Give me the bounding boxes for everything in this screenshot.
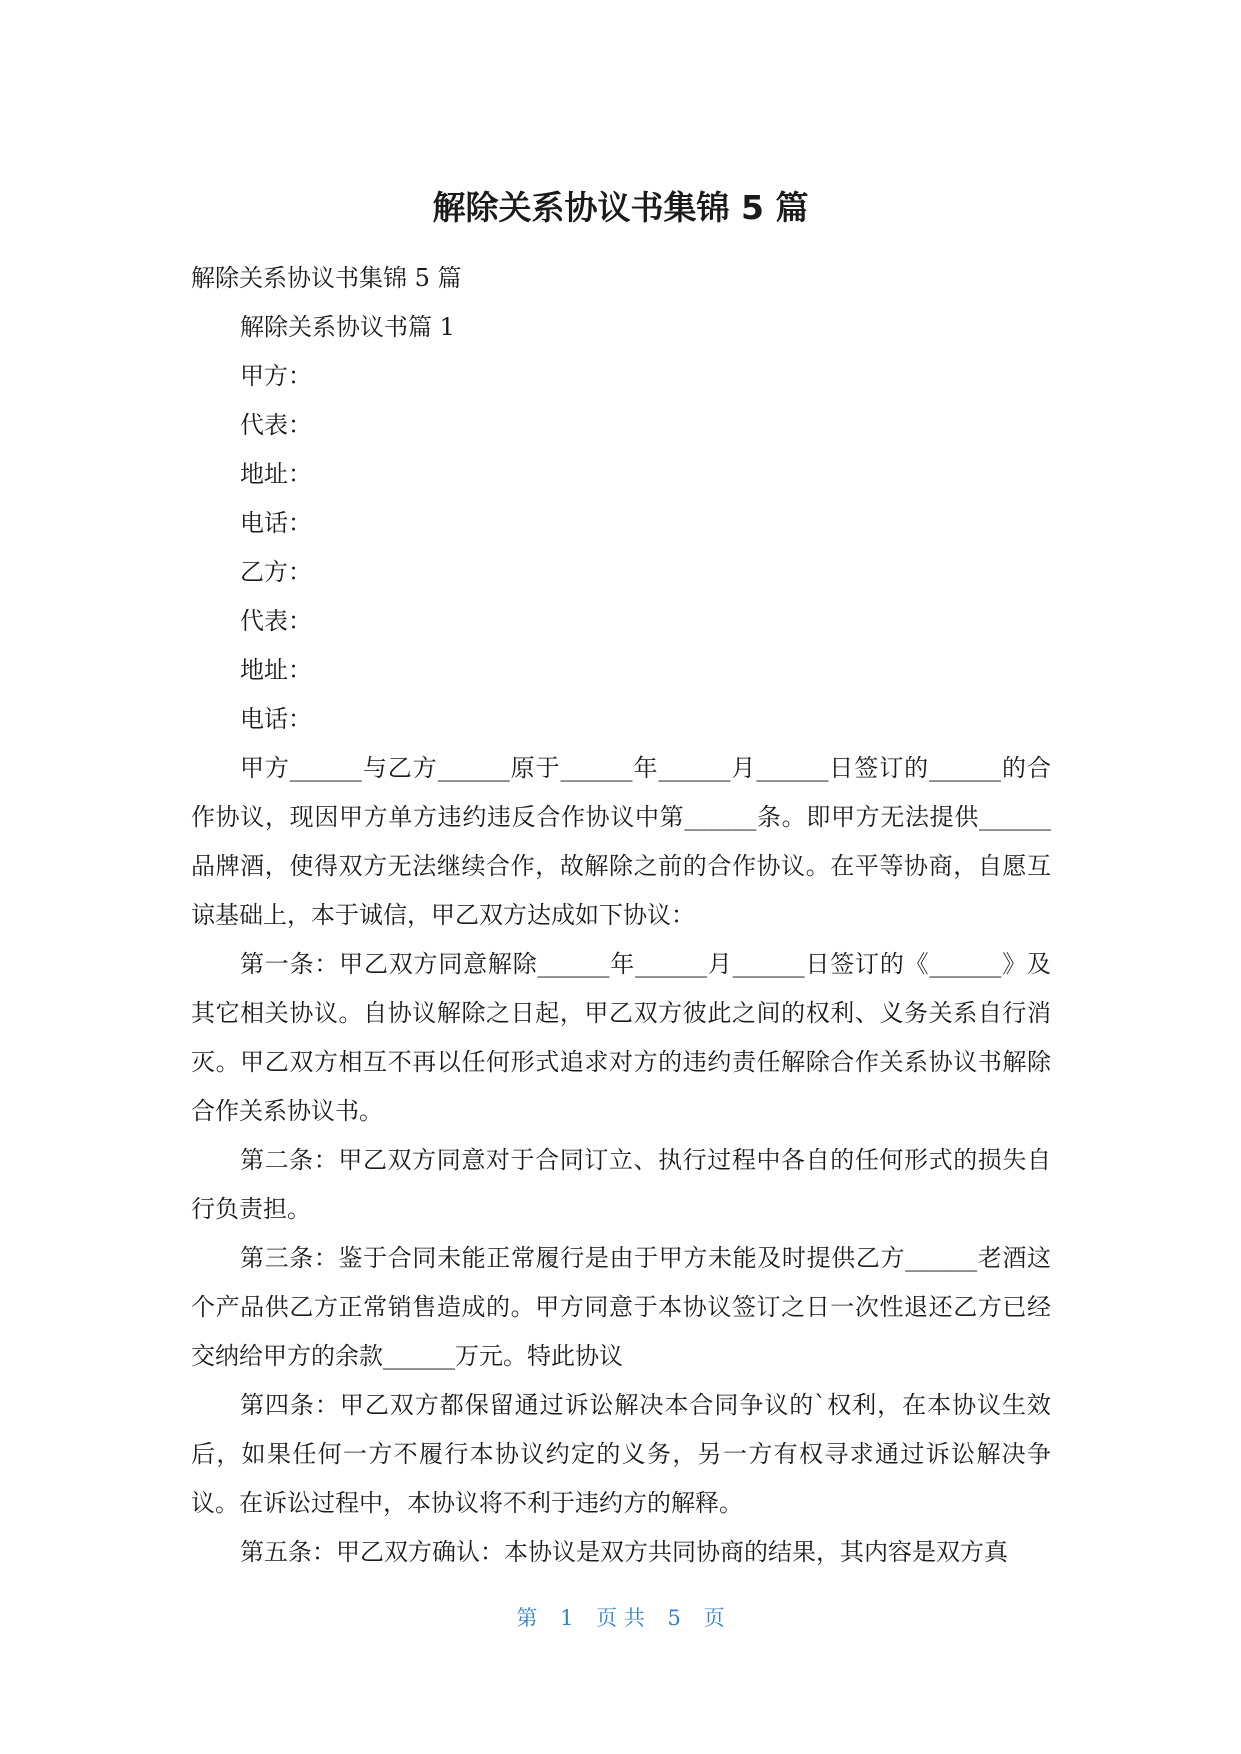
paragraph-preamble: 甲方______与乙方______原于______年______月______日签订的______的合作协议，现因甲方单方违约违反合作协议中第______条。即甲方无法提供______品牌酒，使得双方无法继续合作，故解除之前的合作协议。在平等协商，自愿互谅基础上，本于诚信，甲乙双方达成如下协议： — [191, 754, 1051, 929]
document-subtitle: 解除关系协议书集锦 5 篇 — [191, 264, 462, 292]
party-a-address: 地址： — [240, 460, 312, 488]
party-b-address: 地址： — [240, 656, 312, 684]
footer-suffix: 页 — [703, 1606, 725, 1630]
party-b-phone: 电话： — [240, 705, 312, 733]
paragraph-article-1: 第一条：甲乙双方同意解除______年______月______日签订的《______》及其它相关协议。自协议解除之日起，甲乙双方彼此之间的权利、义务关系自行消灭。甲乙双方相互不再以任何形式追求对方的违约责任解除合作关系协议书解除合作关系协议书。 — [191, 950, 1051, 1125]
paragraph-article-4: 第四条：甲乙双方都保留通过诉讼解决本合同争议的`权利，在本协议生效后，如果任何一方不履行本协议约定的义务，另一方有权寻求通过诉讼解决争议。在诉讼过程中，本协议将不利于违约方的解释。 — [191, 1391, 1051, 1517]
page-footer — [0, 1602, 1241, 1632]
footer-middle: 页 共 — [596, 1606, 645, 1630]
party-b-label: 乙方： — [240, 558, 312, 586]
document-title: 解除关系协议书集锦 5 篇 — [432, 188, 809, 227]
paragraph-article-5: 第五条：甲乙双方确认：本协议是双方共同协商的结果，其内容是双方真 — [240, 1538, 1008, 1566]
party-a-label: 甲方： — [240, 362, 312, 390]
footer-total-pages: 5 — [667, 1606, 681, 1630]
party-a-representative: 代表： — [240, 411, 312, 439]
document-body — [191, 254, 1051, 1577]
footer-prefix: 第 — [516, 1606, 538, 1630]
section-heading: 解除关系协议书篇 1 — [240, 313, 455, 341]
party-b-representative: 代表： — [240, 607, 312, 635]
paragraph-article-2: 第二条：甲乙双方同意对于合同订立、执行过程中各自的任何形式的损失自行负责担。 — [191, 1146, 1051, 1223]
footer-page-number: 1 — [560, 1606, 574, 1630]
party-a-phone: 电话： — [240, 509, 312, 537]
paragraph-article-3: 第三条：鉴于合同未能正常履行是由于甲方未能及时提供乙方______老酒这个产品供乙方正常销售造成的。甲方同意于本协议签订之日一次性退还乙方已经交纳给甲方的余款______万元。特此协议 — [191, 1244, 1051, 1370]
